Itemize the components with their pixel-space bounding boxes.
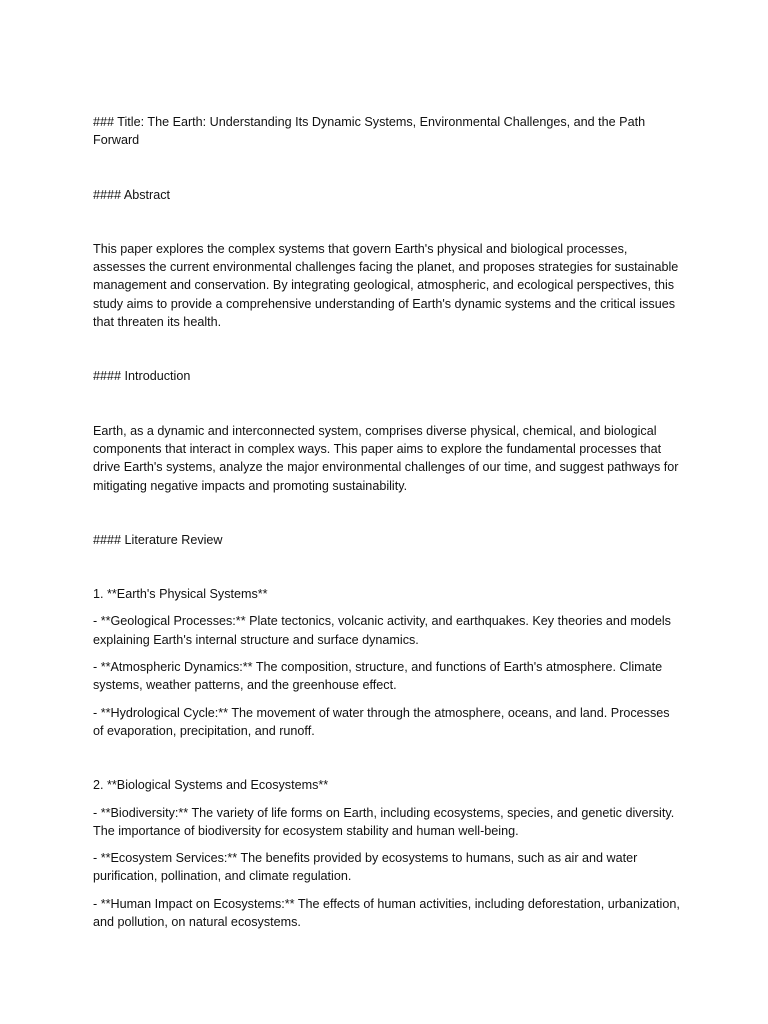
list-item: - **Biodiversity:** The variety of life forms on Earth, including ecosystems, species, and genetic diversity. The importance of biodiversity for ecosystem stability and human well-being. [93,805,675,838]
abstract-heading: #### Abstract [93,187,171,202]
list-item: - **Ecosystem Services:** The benefits provided by ecosystems to humans, such as air and water purification, pollination, and climate regulation. [93,851,638,884]
list-item: - **Geological Processes:** Plate tectonics, volcanic activity, and earthquakes. Key theories and models explaining Earth's internal structure and surface dynamics. [93,614,671,647]
list-item: - **Hydrological Cycle:** The movement of water through the atmosphere, oceans, and land. Processes of evaporation, precipitation, and runoff. [93,705,670,738]
document-title: ### Title: The Earth: Understanding Its Dynamic Systems, Environmental Challenges, and the Path Forward [93,115,646,148]
list-item: - **Human Impact on Ecosystems:** The effects of human activities, including deforestation, urbanization, and pollution, on natural ecosystems. [93,896,680,930]
section-biological-systems [93,776,683,931]
section-heading: 1. **Earth's Physical Systems** [93,587,268,602]
document-body [93,113,683,940]
literature-review-heading: #### Literature Review [93,532,223,547]
introduction-paragraph: Earth, as a dynamic and interconnected system, comprises diverse physical, chemical, and biological components that interact in complex ways. This paper aims to explore the fundamental processes that drive Earth's systems, analyze the major environmental challenges of our time, and suggest pathways for mitigating negative impacts and promoting sustainability. [93,423,679,493]
list-item: - **Atmospheric Dynamics:** The composition, structure, and functions of Earth's atmosphere. Climate systems, weather patterns, and the greenhouse effect. [93,660,663,693]
section-physical-systems [93,585,683,740]
introduction-heading: #### Introduction [93,369,191,384]
section-heading: 2. **Biological Systems and Ecosystems** [93,778,329,793]
abstract-paragraph: This paper explores the complex systems that govern Earth's physical and biological processes, assesses the current environmental challenges facing the planet, and proposes strategies for sustainable management and conservation. By integrating geological, atmospheric, and ecological perspectives, this study aims to provide a comprehensive understanding of Earth's dynamic systems and the critical issues that threaten its health. [93,241,679,330]
